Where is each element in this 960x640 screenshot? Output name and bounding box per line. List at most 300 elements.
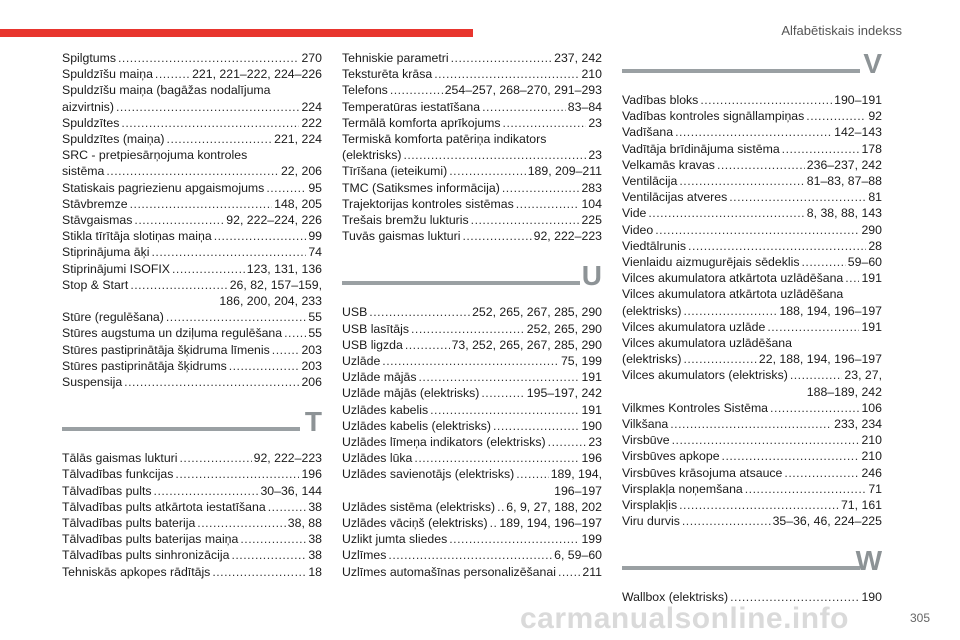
dot-leader xyxy=(679,497,839,513)
index-entry-pages-continued: 196–197 xyxy=(554,483,602,498)
header-red-bar xyxy=(0,29,473,37)
dot-leader xyxy=(411,321,525,337)
index-entry xyxy=(622,157,882,173)
index-entry-pages: 22, 206 xyxy=(280,164,322,179)
index-entry-term-line: Vilces akumulatora atkārtota uzlādēšana xyxy=(622,287,844,302)
index-entry-term: Virsplakļa noņemšana xyxy=(622,481,743,496)
index-entry-term: Stiprinājuma āķi xyxy=(62,245,150,260)
dot-leader xyxy=(390,82,443,98)
page-number: 305 xyxy=(909,611,930,625)
dot-leader xyxy=(414,450,579,466)
index-entry-pages: 23 xyxy=(588,148,602,163)
index-entry xyxy=(622,303,882,319)
index-entry-term: Stūres pastiprinātāja šķidruma līmenis xyxy=(62,342,270,357)
index-entry-term: Ventilācijas atveres xyxy=(622,190,728,205)
index-entry-term: Spilgtums xyxy=(62,51,116,65)
index-entry-pages: 81 xyxy=(868,190,882,205)
index-entry xyxy=(62,261,322,277)
dot-leader xyxy=(682,513,771,529)
index-entry-pages: 142–143 xyxy=(834,125,882,140)
index-entry-term: Virsbūves krāsojuma atsauce xyxy=(622,465,783,480)
index-entry-term: Uzlādes lūka xyxy=(342,451,413,466)
dot-leader xyxy=(493,418,579,434)
dot-leader xyxy=(482,99,566,115)
index-entry-term: Vadības kontroles signāllampiņas xyxy=(622,109,805,124)
index-entry xyxy=(622,205,882,221)
index-entry-pages: 191 xyxy=(861,319,882,334)
index-entry-pages: 8, 38, 88, 143 xyxy=(806,206,882,221)
index-entry-pages: 190–191 xyxy=(834,93,882,107)
dot-leader xyxy=(369,304,470,320)
index-entry xyxy=(342,564,602,580)
index-entry xyxy=(622,108,882,124)
index-entry xyxy=(62,531,322,547)
index-entry xyxy=(622,92,882,108)
index-entry xyxy=(622,270,882,286)
index-entry xyxy=(342,337,602,353)
dot-leader xyxy=(729,189,866,205)
index-entry xyxy=(62,99,322,115)
section-divider xyxy=(342,281,580,285)
index-entry xyxy=(62,450,322,466)
index-entry xyxy=(62,564,322,580)
dot-leader xyxy=(180,450,252,466)
index-entry-pages-continued: 188–189, 242 xyxy=(806,384,882,399)
index-column-1 xyxy=(62,50,322,580)
index-entry-pages: 99 xyxy=(308,229,322,244)
index-entry xyxy=(342,466,602,482)
index-entry-term: Uzlādes kabelis xyxy=(342,402,429,417)
index-entry-pages: 252, 265, 267, 285, 290 xyxy=(472,305,602,320)
index-entry-pages: 23, 27, xyxy=(844,368,882,383)
index-entry xyxy=(342,402,602,418)
index-entry-term: Vadīšana xyxy=(622,125,674,140)
index-entry xyxy=(622,173,882,189)
index-entry-pages: 189, 194, xyxy=(550,467,602,482)
index-entry-pages: 75, 199 xyxy=(560,354,602,369)
index-entry xyxy=(342,531,602,547)
index-entry xyxy=(622,481,882,497)
dot-leader xyxy=(845,270,859,286)
index-entry-pages: 221, 221–222, 224–226 xyxy=(192,67,322,82)
index-entry xyxy=(62,499,322,515)
index-entry xyxy=(622,448,882,464)
index-entry-term: Uzlādes līmeņa indikators (elektrisks) xyxy=(342,435,546,450)
index-entry-pages: 221, 224 xyxy=(274,132,322,147)
index-entry-term: Telefons xyxy=(342,83,388,98)
dot-leader xyxy=(790,367,843,383)
dot-leader xyxy=(683,351,756,367)
index-entry-pages: 203 xyxy=(301,342,322,357)
index-entry xyxy=(342,321,602,337)
dot-leader xyxy=(197,515,286,531)
index-entry-pages: 26, 82, 157–159, xyxy=(229,277,322,292)
dot-leader xyxy=(700,92,832,108)
index-entry xyxy=(342,147,602,163)
index-entry-term: Uzlīmes automašīnas personalizēšanai xyxy=(342,564,556,579)
dot-leader xyxy=(240,531,306,547)
index-entry xyxy=(62,212,322,228)
index-entry-pages: 59–60 xyxy=(847,255,882,270)
dot-leader xyxy=(155,66,190,82)
index-entry xyxy=(62,374,322,390)
dot-leader xyxy=(388,547,552,563)
index-entry-pages: 191 xyxy=(581,370,602,385)
index-entry-pages: 148, 205 xyxy=(274,196,322,211)
index-entry-term: Video xyxy=(622,222,654,237)
index-entry-term: Vilces akumulators (elektrisks) xyxy=(622,368,788,383)
index-entry-pages: 92 xyxy=(868,109,882,124)
dot-leader xyxy=(548,434,587,450)
dot-leader xyxy=(231,547,306,563)
dot-leader xyxy=(462,228,531,244)
index-entry-pages-continued: 186, 200, 204, 233 xyxy=(219,294,322,309)
index-entry-pages: 28 xyxy=(868,238,882,253)
index-entry-term: Virsbūves apkope xyxy=(622,449,720,464)
index-entry xyxy=(342,499,602,515)
index-entry xyxy=(342,163,602,179)
index-entry-pages: 55 xyxy=(308,326,322,341)
dot-leader xyxy=(688,238,866,254)
index-entry-pages: 252, 265, 290 xyxy=(526,321,602,336)
section-letter: W xyxy=(855,545,882,577)
dot-leader xyxy=(516,196,580,212)
index-entry-term: (elektrisks) xyxy=(622,303,682,318)
index-entry-pages: 196 xyxy=(301,467,322,482)
index-entry-pages: 30–36, 144 xyxy=(260,483,322,498)
index-entry xyxy=(62,131,322,147)
section-divider xyxy=(622,69,860,73)
dot-leader xyxy=(266,180,306,196)
index-entry-term: Trajektorijas kontroles sistēmas xyxy=(342,196,514,211)
index-entry-pages: 188, 194, 196–197 xyxy=(779,303,882,318)
index-entry-term: Stūres augstuma un dziļuma regulēšana xyxy=(62,326,283,341)
index-entry-pages: 210 xyxy=(861,433,882,448)
index-entry-term-line: Vilces akumulatora uzlādēšana xyxy=(622,336,792,351)
index-entry-term: Tīrīšana (ieteikumi) xyxy=(342,164,448,179)
index-entry-term: Stūres pastiprinātāja šķidrums xyxy=(62,358,227,373)
dot-leader xyxy=(516,466,548,482)
index-entry-term: Tehniskie parametri xyxy=(342,51,449,65)
index-entry-term: USB xyxy=(342,305,368,320)
index-entry-term: Velkamās kravas xyxy=(622,157,715,172)
index-entry-term: Tālvadības pults xyxy=(62,483,152,498)
index-entry xyxy=(342,515,602,531)
index-entry-pages: 236–237, 242 xyxy=(806,157,882,172)
index-entry-term: Spuldzītes (maiņa) xyxy=(62,132,165,147)
index-entry-term: Statiskais pagriezienu apgaismojums xyxy=(62,180,265,195)
index-entry-term: Virsbūve xyxy=(622,433,670,448)
index-entry xyxy=(622,141,882,157)
index-entry xyxy=(342,228,602,244)
index-entry xyxy=(342,50,602,66)
dot-leader xyxy=(121,115,299,131)
watermark: carmanualsonline.info xyxy=(520,602,849,635)
index-entry xyxy=(62,66,322,82)
index-entry-term: Ventilācija xyxy=(622,174,678,189)
index-entry-term: TMC (Satiksmes informācija) xyxy=(342,180,500,195)
index-column-2 xyxy=(342,50,602,580)
index-entry xyxy=(62,228,322,244)
dot-leader xyxy=(130,196,273,212)
index-entry xyxy=(62,547,322,563)
index-entry-pages: 191 xyxy=(861,271,882,286)
dot-leader xyxy=(717,157,805,173)
index-entry-pages: 196 xyxy=(581,451,602,466)
dot-leader xyxy=(558,564,580,580)
index-entry-term: Tālvadības pults sinhronizācija xyxy=(62,548,230,563)
index-entry-pages: 92, 222–223 xyxy=(533,229,602,244)
index-entry-term: Uzlādes kabelis (elektrisks) xyxy=(342,418,491,433)
dot-leader xyxy=(767,319,859,335)
index-entry-pages: 178 xyxy=(861,141,882,156)
dot-leader xyxy=(214,228,307,244)
index-entry xyxy=(622,497,882,513)
index-entry xyxy=(342,353,602,369)
dot-leader xyxy=(124,374,299,390)
index-entry-pages: 210 xyxy=(861,449,882,464)
dot-leader xyxy=(449,163,525,179)
index-entry-pages: 222 xyxy=(301,115,322,130)
dot-leader xyxy=(403,147,586,163)
index-entry-pages: 74 xyxy=(308,245,322,260)
index-entry-pages: 190 xyxy=(861,590,882,605)
dot-leader xyxy=(116,99,300,115)
index-entry xyxy=(62,180,322,196)
index-entry-pages: 6, 59–60 xyxy=(554,548,602,563)
dot-leader xyxy=(481,385,524,401)
index-entry-term: Uzlāde xyxy=(342,354,381,369)
dot-leader xyxy=(272,342,300,358)
index-entry-term: Virsplakļis xyxy=(622,498,678,513)
dot-leader xyxy=(419,369,580,385)
index-entry xyxy=(342,418,602,434)
dot-leader xyxy=(722,448,860,464)
index-entry-term: Trešais bremžu lukturis xyxy=(342,213,469,228)
index-entry xyxy=(342,450,602,466)
index-entry-term: Suspensija xyxy=(62,375,123,390)
index-entry xyxy=(62,515,322,531)
index-entry-term: Uzlādes sistēma (elektrisks) xyxy=(342,499,496,514)
dot-leader xyxy=(683,303,777,319)
index-entry-term: aizvirtnis) xyxy=(62,99,114,114)
index-entry-term: Tālās gaismas lukturi xyxy=(62,451,178,466)
index-entry-term: (elektrisks) xyxy=(622,352,682,367)
index-entry-term: Tālvadības funkcijas xyxy=(62,467,174,482)
dot-leader xyxy=(382,353,559,369)
index-entry xyxy=(62,358,322,374)
index-entry-term: Teksturēta krāsa xyxy=(342,67,433,82)
index-entry-term: Viru durvis xyxy=(622,514,680,529)
index-entry xyxy=(622,319,882,335)
index-entry-pages: 224 xyxy=(301,99,322,114)
index-entry-pages: 106 xyxy=(861,400,882,415)
index-entry xyxy=(62,163,322,179)
dot-leader xyxy=(502,180,580,196)
index-entry xyxy=(342,66,602,82)
section-header xyxy=(622,46,882,86)
index-entry-term: Termālā komforta aprīkojums xyxy=(342,115,501,130)
index-entry-pages: 254–257, 268–270, 291–293 xyxy=(444,83,602,98)
index-entry-pages: 35–36, 46, 224–225 xyxy=(772,514,882,529)
index-entry-term: Spuldzītes xyxy=(62,115,120,130)
index-entry-term: Vienlaidu aizmugurējais sēdeklis xyxy=(622,255,800,270)
index-entry xyxy=(342,434,602,450)
index-entry-pages: 210 xyxy=(581,67,602,82)
index-entry-pages: 211 xyxy=(582,564,602,579)
index-entry-term: Tālvadības pults atkārtota iestatīšana xyxy=(62,499,266,514)
index-entry xyxy=(62,483,322,499)
section-header xyxy=(622,543,882,583)
index-entry-term: Stāvbremze xyxy=(62,196,128,211)
index-entry xyxy=(342,212,602,228)
index-entry-term: Vadības bloks xyxy=(622,93,699,107)
index-entry xyxy=(62,277,322,293)
dot-leader xyxy=(655,222,859,238)
dot-leader xyxy=(118,50,299,66)
index-entry-pages: 23 xyxy=(588,115,602,130)
index-entry-term: Tālvadības pults baterija xyxy=(62,516,196,531)
page-header-title: Alfabētiskais indekss xyxy=(781,23,902,38)
index-entry xyxy=(342,385,602,401)
index-entry-term: (elektrisks) xyxy=(342,148,402,163)
index-entry-term: Uzlāde mājās xyxy=(342,370,417,385)
index-entry-pages: 123, 131, 136 xyxy=(246,261,322,276)
index-entry-term: Vilkmes Kontroles Sistēma xyxy=(622,400,769,415)
index-entry xyxy=(62,325,322,341)
index-entry-term: Tuvās gaismas lukturi xyxy=(342,229,461,244)
index-entry-pages: 191 xyxy=(581,402,602,417)
dot-leader xyxy=(405,337,450,353)
index-entry xyxy=(622,254,882,270)
index-entry-term: Uzlādes vāciņš (elektrisks) xyxy=(342,516,488,531)
index-entry xyxy=(622,400,882,416)
dot-leader xyxy=(451,50,553,66)
dot-leader xyxy=(212,564,306,580)
index-entry xyxy=(342,369,602,385)
dot-leader xyxy=(670,416,832,432)
index-entry-term: Wallbox (elektrisks) xyxy=(622,590,729,605)
index-entry-pages: 71, 161 xyxy=(840,498,882,513)
dot-leader xyxy=(229,358,300,374)
dot-leader xyxy=(471,212,580,228)
index-entry xyxy=(342,304,602,320)
index-entry-term: Tālvadības pults baterijas maiņa xyxy=(62,532,239,547)
index-entry-term: Vilces akumulatora uzlāde xyxy=(622,319,766,334)
index-entry-pages: 233, 234 xyxy=(834,417,882,432)
index-entry-pages: 189, 209–211 xyxy=(527,164,602,179)
index-entry-term: Stop & Start xyxy=(62,277,129,292)
index-entry-pages: 38 xyxy=(308,499,322,514)
dot-leader xyxy=(745,481,867,497)
section-letter: V xyxy=(863,48,882,79)
index-entry-term: Spuldzīšu maiņa xyxy=(62,67,153,82)
dot-leader xyxy=(675,124,832,140)
index-entry xyxy=(342,196,602,212)
index-entry-term: Viedtālrunis xyxy=(622,238,687,253)
index-entry-pages: 73, 252, 265, 267, 285, 290 xyxy=(451,337,602,352)
index-entry-pages: 92, 222–224, 226 xyxy=(226,213,322,228)
index-entry-term: Tehniskās apkopes rādītājs xyxy=(62,564,211,579)
index-entry xyxy=(622,465,882,481)
dot-leader xyxy=(430,402,579,418)
index-entry-pages: 237, 242 xyxy=(554,51,602,65)
index-entry-term: Stāvgaismas xyxy=(62,213,133,228)
dot-leader xyxy=(672,432,860,448)
section-header xyxy=(62,404,322,444)
index-entry-term: Stiprinājumi ISOFIX xyxy=(62,261,170,276)
dot-leader xyxy=(175,466,299,482)
dot-leader xyxy=(172,261,245,277)
index-entry-term: Temperatūras iestatīšana xyxy=(342,99,481,114)
dot-leader xyxy=(166,309,306,325)
index-entry-pages: 38, 88 xyxy=(287,516,322,531)
index-entry-pages: 195–197, 242 xyxy=(526,386,602,401)
dot-leader xyxy=(134,212,224,228)
index-entry-pages: 95 xyxy=(308,180,322,195)
dot-leader xyxy=(167,131,273,147)
index-entry-term: Stūre (regulēšana) xyxy=(62,310,164,325)
dot-leader xyxy=(806,108,866,124)
section-divider xyxy=(622,566,860,570)
index-entry xyxy=(342,180,602,196)
index-entry xyxy=(62,466,322,482)
index-entry-pages: 190 xyxy=(581,418,602,433)
index-entry xyxy=(622,416,882,432)
index-entry-pages: 71 xyxy=(868,481,882,496)
index-entry-term: sistēma xyxy=(62,164,105,179)
dot-leader xyxy=(106,163,279,179)
section-header xyxy=(342,258,602,298)
dot-leader xyxy=(648,205,804,221)
index-entry xyxy=(342,82,602,98)
index-entry xyxy=(62,244,322,260)
section-letter: T xyxy=(304,406,322,438)
index-entry-term: Uzlikt jumta sliedes xyxy=(342,532,448,547)
index-entry-term: USB lasītājs xyxy=(342,321,409,336)
index-entry-pages: 92, 222–223 xyxy=(253,451,322,466)
index-entry xyxy=(622,189,882,205)
section-divider xyxy=(62,427,300,431)
index-entry-term-line: SRC - pretpiesārņojuma kontroles xyxy=(62,148,248,163)
index-entry-term: Uzlāde mājās (elektrisks) xyxy=(342,386,480,401)
dot-leader xyxy=(449,531,579,547)
index-entry-pages: 225 xyxy=(581,213,602,228)
index-entry-pages: 246 xyxy=(861,465,882,480)
index-entry xyxy=(622,513,882,529)
index-entry-pages: 83–84 xyxy=(567,99,602,114)
index-entry-pages: 6, 9, 27, 188, 202 xyxy=(506,499,602,514)
index-entry xyxy=(62,50,322,66)
index-entry-term: Vadītāja brīdinājuma sistēma xyxy=(622,141,780,156)
index-entry-term: Uzlīmes xyxy=(342,548,387,563)
index-entry xyxy=(62,196,322,212)
index-entry-pages: 55 xyxy=(308,310,322,325)
index-entry-term: Vide xyxy=(622,206,647,221)
dot-leader xyxy=(490,515,498,531)
index-entry-pages: 104 xyxy=(581,196,602,211)
index-entry-term: Vilces akumulatora atkārtota uzlādēšana xyxy=(622,271,844,286)
index-entry xyxy=(622,124,882,140)
index-entry-term: Stikla tīrītāja slotiņas maiņa xyxy=(62,229,212,244)
index-entry xyxy=(342,115,602,131)
index-entry xyxy=(62,309,322,325)
index-entry xyxy=(62,342,322,358)
index-entry-pages: 206 xyxy=(301,375,322,390)
dot-leader xyxy=(679,173,804,189)
index-entry-pages: 38 xyxy=(308,548,322,563)
index-entry-pages: 283 xyxy=(581,180,602,195)
